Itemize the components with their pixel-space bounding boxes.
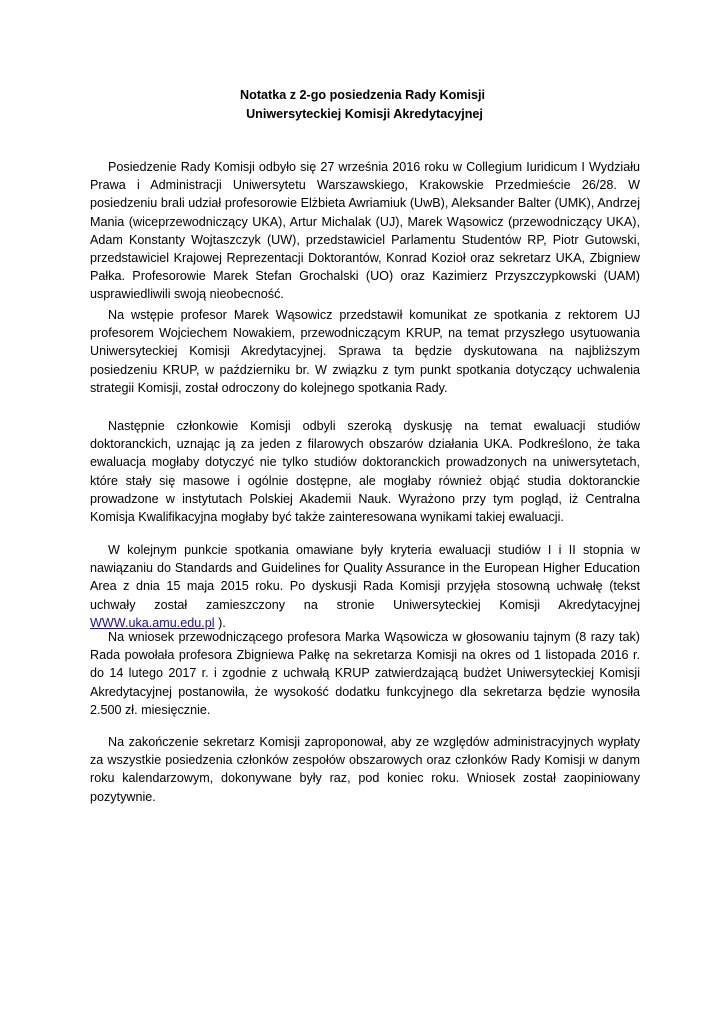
paragraph-closing-proposal: Na zakończenie sekretarz Komisji zaproponował, aby ze względów administracyjnych wypłaty za wszystkie posiedzenia członków zespołów obszarowych oraz członków Rady Komisji w danym roku kalendarzowym, dokonywane były raz, pod koniec roku. Wniosek został zaopiniowany pozytywnie.	[90, 735, 640, 804]
paragraph-evaluation-criteria	[90, 541, 640, 632]
paragraph-attendance: Posiedzenie Rady Komisji odbyło się 27 września 2016 roku w Collegium Iuridicum I Wydziału Prawa i Administracji Uniwersytetu Warszawskiego, Krakowskie Przedmieście 26/28. W posiedzeniu brali udział profesorowie Elżbieta Awriamiuk (UwB), Aleksander Balter (UMK), Andrzej Mania (wiceprzewodniczący UKA), Artur Michalak (UJ), Marek Wąsowicz (przewodniczący UKA), Adam Konstanty Wojtaszczyk (UW), przedstawiciel Parlamentu Studentów RP, Piotr Gutowski, przedstawiciel Krajowej Reprezentacji Doktorantów, Konrad Kozioł oraz sekretarz UKA, Zbigniew Pałka. Profesorowie Marek Stefan Grochalski (UO) oraz Kazimierz Przyszczypkowski (UAM) usprawiedliwili swoją nieobecność.	[90, 160, 640, 302]
paragraph-evaluation-criteria-text: W kolejnym punkcie spotkania omawiane były kryteria ewaluacji studiów I i II stopnia w nawiązaniu do Standards and Guidelines for Quality Assurance in the European Higher Education Area z dnia 15 maja 2015 roku. Po dyskusji Rada Komisji przyjęła stosowną uchwałę (tekst uchwały został zamieszczony na stronie Uniwersyteckiej Komisji Akredytacyjnej	[90, 543, 640, 612]
uka-website-link[interactable]: WWW.uka.amu.edu.pl	[90, 615, 215, 630]
paragraph-evaluation-criteria-end: ).	[214, 615, 226, 630]
paragraph-doctoral-evaluation: Następnie członkowie Komisji odbyli szeroką dyskusję na temat ewaluacji studiów doktoranckich, uznając ją za jeden z filarowych obszarów działania UKA. Podkreślono, że taka ewaluacja mogłaby dotyczyć nie tylko studiów doktoranckich prowadzonych na uniwersytetach, które stały się masowe i ogólnie dostępne, ale mogłaby również objąć studia doktoranckie prowadzone w instytutach Polskiej Akademii Nauk. Wyrażono przy tym pogląd, iż Centralna Komisja Kwalifikacyjna mogłaby być także zainteresowana wynikami takiej ewaluacji.	[90, 419, 640, 525]
paragraph-secretary-appointment: Na wniosek przewodniczącego profesora Marka Wąsowicza w głosowaniu tajnym (8 razy tak) Rada powołała profesora Zbigniewa Pałkę na sekretarza Komisji na okres od 1 listopada 2016 r. do 14 lutego 2017 r. i zgodnie z uchwałą KRUP zatwierdzającą budżet Uniwersyteckiej Komisji Akredytacyjnej postanowiła, że wysokość dodatku funkcyjnego dla sekretarza będzie wynosiła 2.500 zł. miesięcznie.	[90, 630, 640, 717]
document-title-line-2: Uniwersyteckiej Komisji Akredytacyjnej	[246, 107, 483, 121]
paragraph-announcement: Na wstępie profesor Marek Wąsowicz przedstawił komunikat ze spotkania z rektorem UJ profesorem Wojciechem Nowakiem, przewodniczącym KRUP, na temat przyszłego usytuowania Uniwersyteckiej Komisji Akredytacyjnej. Sprawa ta będzie dyskutowana na najbliższym posiedzeniu KRUP, w październiku br. W związku z tym punkt spotkania dotyczący uchwalenia strategii Komisji, został odroczony do kolejnego spotkania Rady.	[90, 308, 640, 395]
document-title-line-1: Notatka z 2-go posiedzenia Rady Komisji	[240, 88, 485, 102]
